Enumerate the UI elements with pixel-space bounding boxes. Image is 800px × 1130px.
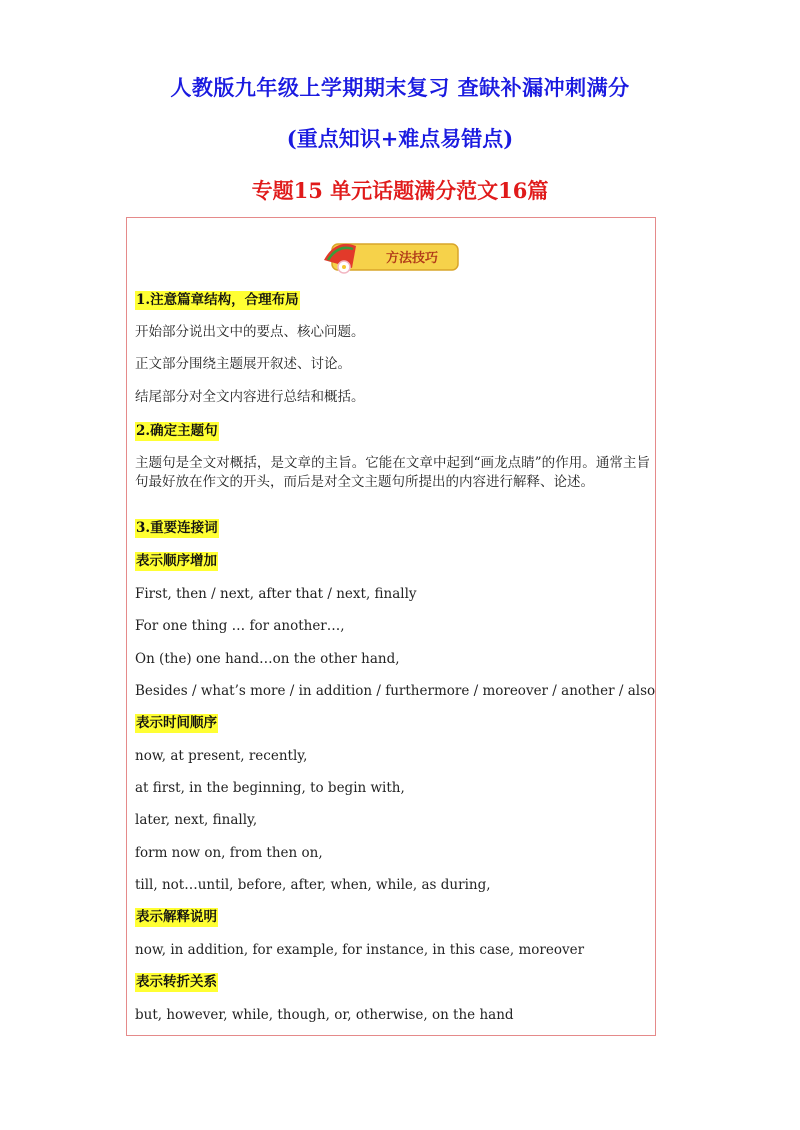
subsection-heading: 表示顺序增加 <box>136 553 217 569</box>
text-line: Besides / what’s more / in addition / furthermore / moreover / another / also <box>135 683 656 699</box>
section-heading: 2.确定主题句 <box>136 423 218 439</box>
text-line: 正文部分围绕主题展开叙述、讨论。 <box>135 356 351 372</box>
topic-title: 专题15 单元话题满分范文16篇 <box>251 178 549 203</box>
text-line: First, then / next, after that / next, finally <box>135 586 417 602</box>
text-line: at first, in the beginning, to begin with, <box>135 780 405 796</box>
text-line: now, in addition, for example, for instance, in this case, moreover <box>135 942 585 958</box>
subsection-heading: 表示转折关系 <box>136 974 217 990</box>
method-tips-badge <box>322 238 462 276</box>
text-line: later, next, finally, <box>135 812 258 828</box>
badge-label: 方法技巧 <box>385 251 439 266</box>
text-line: now, at present, recently, <box>135 748 308 764</box>
section-heading: 1.注意篇章结构，合理布局 <box>136 292 299 308</box>
text-paragraph: 主题句是全文对概括，是文章的主旨。它能在文章中起到“画龙点睛”的作用。通常主旨句最好放在作文的开头，而后是对全文主题句所提出的内容进行解释、论述。 <box>135 455 650 490</box>
text-line: form now on, from then on, <box>135 845 323 861</box>
text-line: 结尾部分对全文内容进行总结和概括。 <box>135 389 365 405</box>
text-line: 开始部分说出文中的要点、核心问题。 <box>135 324 365 340</box>
text-line: till, not…until, before, after, when, while, as during, <box>135 877 491 893</box>
document-title: 人教版九年级上学期期末复习 查缺补漏冲刺满分 <box>170 75 630 100</box>
text-line: but, however, while, though, or, otherwise, on the hand <box>135 1007 514 1023</box>
subsection-heading: 表示时间顺序 <box>136 715 217 731</box>
section-heading: 3.重要连接词 <box>136 520 218 536</box>
document-subtitle: (重点知识+难点易错点) <box>286 126 514 151</box>
text-line: For one thing … for another…, <box>135 618 345 634</box>
content-box <box>126 217 656 1036</box>
text-line: On (the) one hand…on the other hand, <box>135 651 400 667</box>
subsection-heading: 表示解释说明 <box>136 909 217 925</box>
